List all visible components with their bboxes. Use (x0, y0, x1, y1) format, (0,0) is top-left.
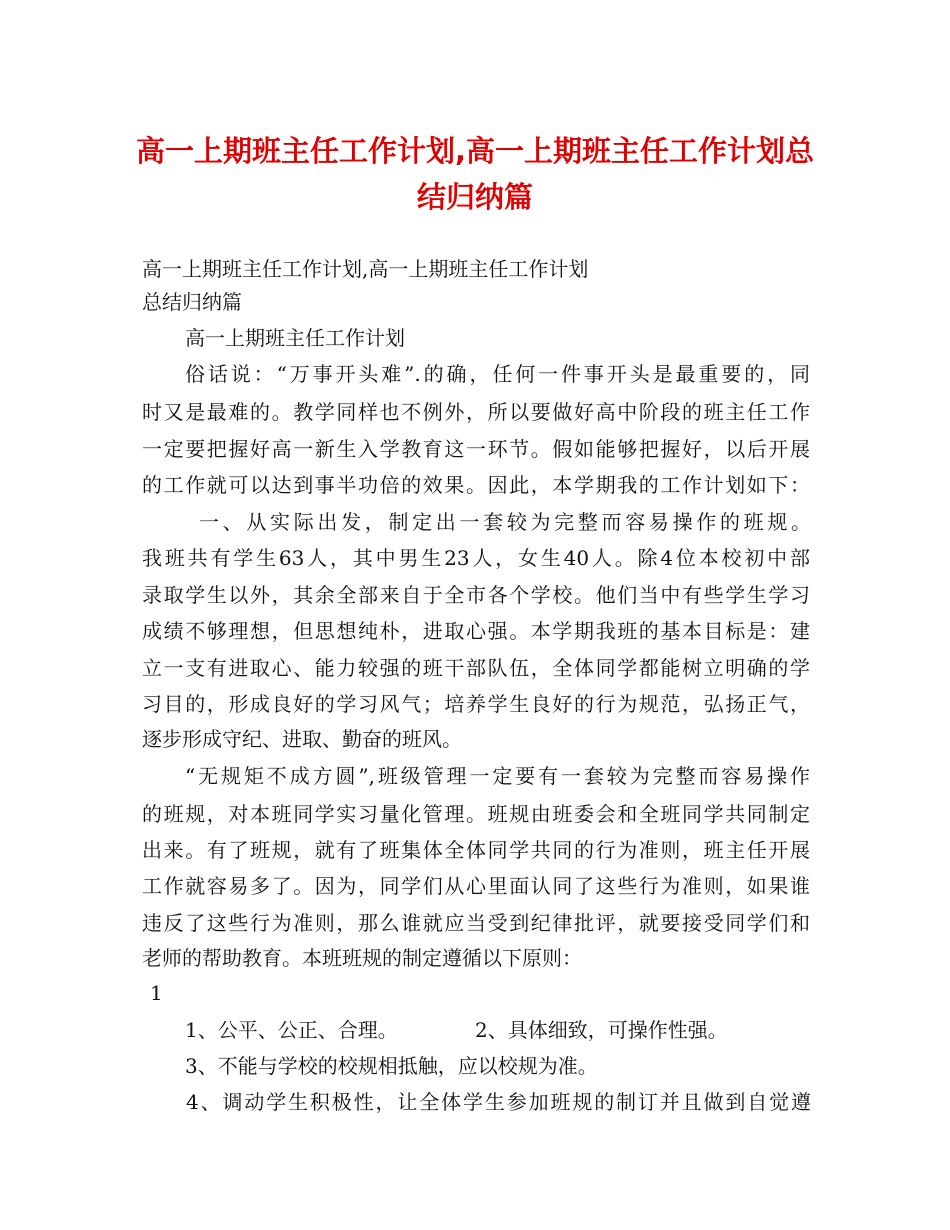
paragraph-line: 违反了这些行为准则，那么谁就应当受到纪律批评，就要接受同学们和 (142, 911, 810, 935)
paragraph-line: 俗话说：“万事开头难”.的确，任何一件事开头是最重要的，同 (185, 362, 810, 386)
paragraph-line: 老师的帮助教育。本班班规的制定遵循以下原则： (142, 946, 582, 970)
document-title-line-2: 结归纳篇 (416, 180, 533, 214)
paragraph-line: 我班共有学生63人，其中男生23人，女生40人。除4位本校初中部 (142, 546, 810, 570)
list-item: 3、不能与学校的校规相抵触，应以校规为准。 (185, 1054, 598, 1078)
list-item: 2、具体细致，可操作性强。 (475, 1018, 728, 1042)
subtitle-line-1: 高一上期班主任工作计划,高一上期班主任工作计划 (142, 257, 589, 281)
subtitle-line-2: 总结归纳篇 (142, 290, 242, 314)
paragraph-line: 时又是最难的。教学同样也不例外，所以要做好高中阶段的班主任工作 (142, 400, 810, 424)
paragraph-line: 成绩不够理想，但思想纯朴，进取心强。本学期我班的基本目标是：建 (142, 619, 810, 643)
paragraph-line: 一、从实际出发，制定出一套较为完整而容易操作的班规。 (199, 510, 811, 534)
paragraph-line: 习目的，形成良好的学习风气；培养学生良好的行为规范，弘扬正气， (142, 692, 810, 716)
paragraph-line: 逐步形成守纪、进取、勤奋的班风。 (142, 727, 462, 751)
page-number: 1 (150, 981, 163, 1005)
paragraph-line: 立一支有进取心、能力较强的班干部队伍，全体同学都能树立明确的学 (142, 656, 810, 680)
paragraph-line: 录取学生以外，其余全部来自于全市各个学校。他们当中有些学生学习 (142, 583, 810, 607)
paragraph-line: 工作就容易多了。因为，同学们从心里面认同了这些行为准则，如果谁 (142, 874, 810, 898)
paragraph-line: 的班规，对本班同学实习量化管理。班规由班委会和全班同学共同制定 (142, 802, 810, 826)
section-heading: 高一上期班主任工作计划 (185, 326, 405, 350)
list-item: 4、调动学生积极性，让全体学生参加班规的制订并且做到自觉遵 (186, 1090, 811, 1114)
paragraph-line: 一定要把握好高一新生入学教育这一环节。假如能够把握好，以后开展 (142, 437, 810, 461)
list-item: 1、公平、公正、合理。 (185, 1018, 398, 1042)
paragraph-line: “无规矩不成方圆”,班级管理一定要有一套较为完整而容易操作 (185, 764, 810, 788)
paragraph-line: 的工作就可以达到事半功倍的效果。因此，本学期我的工作计划如下： (142, 473, 810, 497)
document-title-line-1: 高一上期班主任工作计划,高一上期班主任工作计划总 (135, 134, 815, 168)
paragraph-line: 出来。有了班规，就有了班集体全体同学共同的行为准则，班主任开展 (142, 838, 810, 862)
